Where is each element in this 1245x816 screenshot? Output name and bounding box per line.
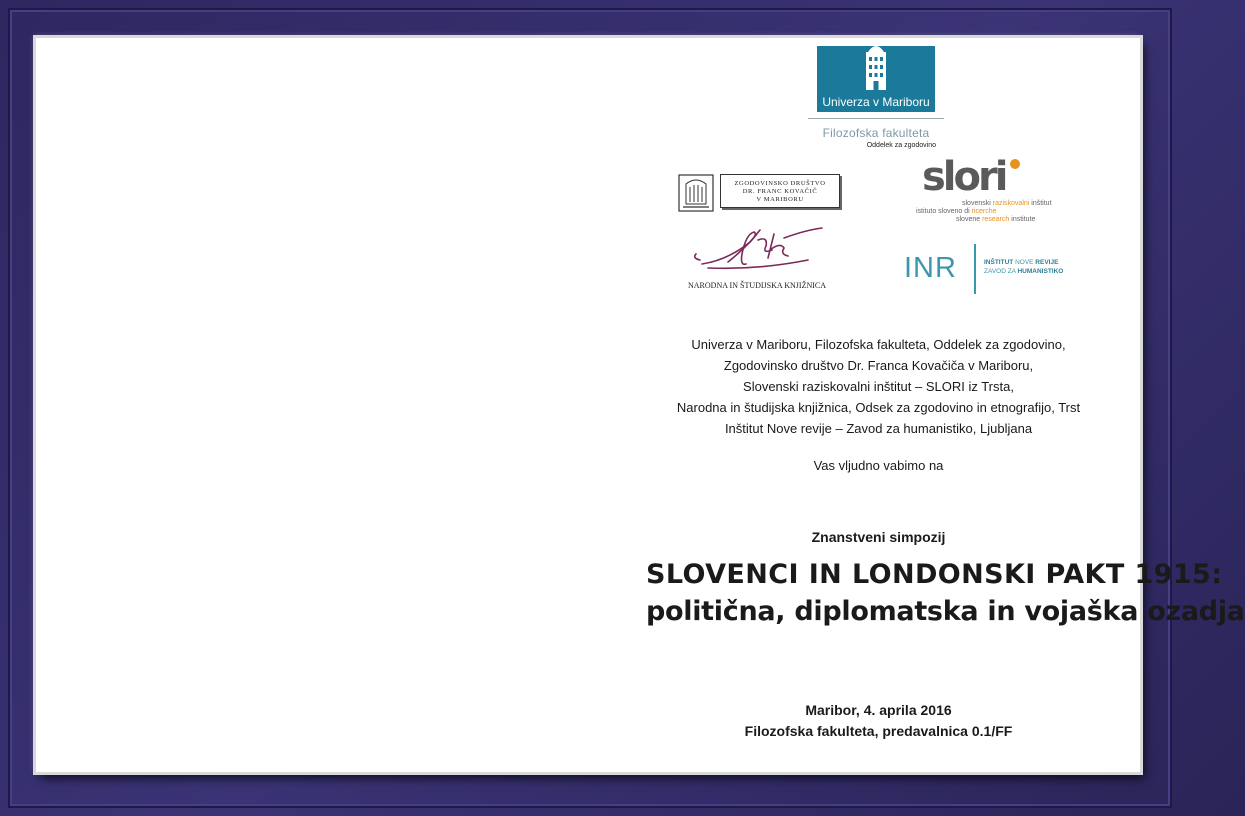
slori-line2-prefix: istituto sloveno di bbox=[916, 208, 970, 215]
organizer-line: Zgodovinsko društvo Dr. Franca Kovačiča v Mariboru, bbox=[723, 358, 1034, 373]
inr-letters: INR bbox=[904, 252, 957, 284]
historical-society-line1: ZGODOVINSKO DRUŠTVO bbox=[734, 180, 826, 187]
historical-society-line3: V MARIBORU bbox=[756, 196, 804, 203]
inr-line1-prefix: INŠTITUT bbox=[984, 259, 1014, 266]
invitation-page bbox=[36, 38, 1245, 772]
slori-line3-highlight: research bbox=[982, 216, 1010, 223]
organizer-line: Slovenski raziskovalni inštitut – SLORI iz Trsta, bbox=[743, 379, 1014, 394]
inr-line1-middle: NOVE bbox=[1015, 259, 1034, 266]
invitation-text: Vas vljudno vabimo na bbox=[813, 458, 944, 473]
event-title-line1: SLOVENCI IN LONDONSKI PAKT 1915: bbox=[646, 559, 1223, 590]
slori-logo bbox=[916, 156, 1076, 230]
inr-name bbox=[984, 258, 1063, 276]
historical-society-line2: DR. FRANC KOVAČIČ bbox=[742, 188, 818, 195]
event-details bbox=[646, 700, 1111, 742]
slori-line3-prefix: slovene bbox=[956, 216, 981, 223]
event-title bbox=[646, 556, 1245, 630]
slori-wordmark-icon bbox=[922, 156, 1022, 198]
slori-line1-suffix: inštitut bbox=[1031, 200, 1052, 207]
nsk-logo bbox=[688, 224, 826, 290]
organizers-list bbox=[646, 334, 1111, 439]
inr-line2-prefix: ZAVOD ZA bbox=[984, 268, 1016, 275]
university-building-icon bbox=[864, 38, 888, 90]
slori-line1-prefix: slovenski bbox=[962, 200, 991, 207]
nsk-caption: NARODNA IN ŠTUDIJSKA KNJIŽNICA bbox=[688, 281, 827, 290]
historical-society-emblem-icon bbox=[678, 174, 714, 212]
organizer-line: Univerza v Mariboru, Filozofska fakulteta, Oddelek za zgodovino, bbox=[691, 337, 1066, 352]
historical-society-logo bbox=[676, 172, 844, 214]
inr-logo bbox=[904, 244, 1084, 296]
organizer-line: Inštitut Nove revije – Zavod za humanistiko, Ljubljana bbox=[724, 421, 1033, 436]
slori-line1-highlight: raziskovalni bbox=[992, 200, 1030, 207]
university-logo-box bbox=[817, 46, 935, 112]
slori-wordmark: slori bbox=[922, 154, 1006, 200]
event-date: Maribor, 4. aprila 2016 bbox=[805, 702, 952, 718]
slori-line3-suffix: institute bbox=[1011, 216, 1036, 223]
university-faculty: Filozofska fakulteta bbox=[822, 126, 930, 140]
historical-society-name bbox=[720, 174, 840, 208]
university-name: Univerza v Mariboru bbox=[822, 95, 930, 109]
organizer-line: Narodna in študijska knjižnica, Odsek za zgodovino in etnografijo, Trst bbox=[676, 400, 1081, 415]
event-type: Znanstveni simpozij bbox=[811, 529, 946, 545]
slori-line2-highlight: ricerche bbox=[971, 208, 997, 215]
inr-line1-suffix: REVIJE bbox=[1035, 259, 1059, 266]
inr-divider bbox=[974, 244, 976, 294]
inr-line2-suffix: HUMANISTIKO bbox=[1017, 268, 1064, 275]
slori-tagline bbox=[916, 200, 1076, 224]
event-venue: Filozofska fakulteta, predavalnica 0.1/FF bbox=[744, 723, 1013, 739]
event-title-line2: politična, diplomatska in vojaška ozadja bbox=[646, 596, 1245, 627]
university-logo bbox=[808, 46, 944, 149]
university-divider bbox=[808, 118, 944, 119]
nsk-signature-icon bbox=[688, 224, 826, 276]
university-department: Oddelek za zgodovino bbox=[866, 142, 936, 149]
